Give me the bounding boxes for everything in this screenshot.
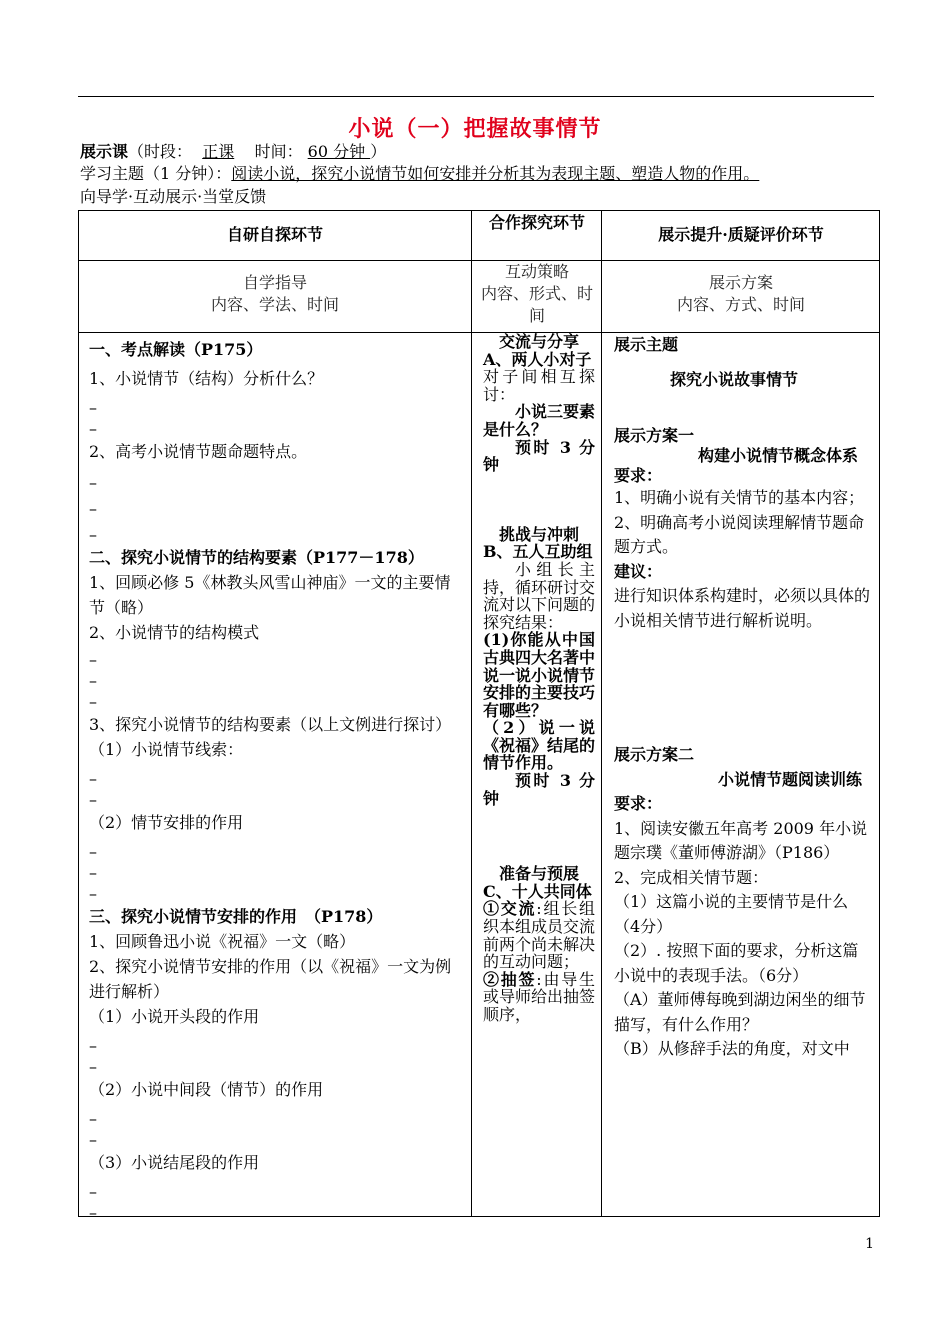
time-prefix: 时间： xyxy=(254,142,303,161)
subheader-cooperation-line-3: 间 xyxy=(528,306,545,325)
col-divider-2 xyxy=(601,211,602,1216)
answer-line: – xyxy=(89,525,97,544)
header-cooperation: 合作探究环节 xyxy=(488,213,585,232)
answer-line: – xyxy=(89,1109,97,1128)
answer-line: – xyxy=(89,1203,97,1222)
subheader-presentation xyxy=(601,272,881,316)
page-title: 小说（一）把握故事情节 xyxy=(348,116,602,142)
strategy-b-title: 挑战与冲刺 xyxy=(498,524,579,544)
lesson-table xyxy=(78,210,880,1222)
answer-line: – xyxy=(89,398,97,417)
strategy-c-group: C、十人共同体 xyxy=(483,881,592,901)
strategy-c-item-1-label: ①交流 xyxy=(483,899,537,919)
subheader-presentation-line-1: 展示方案 xyxy=(708,273,773,292)
period-value: 正课 xyxy=(202,142,235,161)
theme-label: 展示主题 xyxy=(614,335,679,354)
section-3-p2-1: （1）小说开头段的作用 xyxy=(89,1007,260,1026)
time-value: 60 分钟 xyxy=(307,142,371,161)
answer-line: – xyxy=(89,1182,97,1201)
strategy-a-question: 小说三要素是什么？ xyxy=(483,402,596,439)
presentation-content xyxy=(614,333,872,1062)
plan-2-req-6: （B）从修辞手法的角度，对文中 xyxy=(614,1039,850,1058)
flow-line: 向导学·互动展示·当堂反馈 xyxy=(80,187,267,206)
strategy-c-item-1 xyxy=(483,900,595,970)
theme-text: 阅读小说，探究小说情节如何安排并分析其为表现主题、塑造人物的作用。 xyxy=(231,164,760,183)
plan-1-req-1: 1、明确小说有关情节的基本内容； xyxy=(614,488,865,507)
strategy-b-question-2: （2）说一说《祝福》结尾的情节作用。 xyxy=(483,718,596,773)
strategy-c-title: 准备与预展 xyxy=(498,864,579,884)
strategy-b-time: 预时 3 分钟 xyxy=(483,771,595,808)
plan-2-label: 展示方案二 xyxy=(614,745,695,764)
strategy-a-title: 交流与分享 xyxy=(498,332,579,351)
cooperation-content xyxy=(483,333,595,1024)
strategy-a-time: 预时 3 分钟 xyxy=(483,437,595,475)
theme-value: 探究小说故事情节 xyxy=(670,369,799,389)
answer-line: – xyxy=(89,769,97,788)
strategy-c-item-1-text: :组长组织本组成员交流前两个尚未解决的互动问题； xyxy=(483,899,596,972)
section-3-p2-2: （2）小说中间段（情节）的作用 xyxy=(89,1080,324,1099)
section-3-title: 三、探究小说情节安排的作用 （P178） xyxy=(89,907,383,926)
subheader-self-study-line-2: 内容、学法、时间 xyxy=(210,295,339,314)
subheader-self-study-line-1: 自学指导 xyxy=(242,273,307,292)
section-2-p1: 1、回顾必修 5《林教头风雪山神庙》一文的主要情节（略） xyxy=(89,573,451,617)
advice-text: 进行知识体系构建时，必须以具体的小说相关情节进行解析说明。 xyxy=(614,586,871,630)
strategy-c-item-2-text: :由导生或导师给出抽签顺序， xyxy=(483,969,596,1024)
section-3-p2-3: （3）小说结尾段的作用 xyxy=(89,1153,260,1172)
answer-line: – xyxy=(89,499,97,518)
plan-2-value: 小说情节题阅读训练 xyxy=(718,769,863,789)
answer-line: – xyxy=(89,1036,97,1055)
subheader-presentation-line-2: 内容、方式、时间 xyxy=(676,295,805,314)
answer-line: – xyxy=(89,671,97,690)
subheader-cooperation-line-1: 互动策略 xyxy=(504,262,569,281)
strategy-a-desc: 对子间相互探讨： xyxy=(483,367,595,404)
answer-line: – xyxy=(89,790,97,809)
plan-2-req-label: 要求： xyxy=(614,794,663,813)
strategy-a-group: A、两人小对子 xyxy=(483,349,592,369)
section-3-p2: 2、探究小说情节安排的作用（以《祝福》一文为例进行解析） xyxy=(89,957,452,1001)
answer-line: – xyxy=(89,1057,97,1076)
subheader-cooperation-line-2: 内容、形式、时 xyxy=(480,284,593,303)
answer-line: – xyxy=(89,419,97,438)
advice-label: 建议： xyxy=(614,561,663,581)
plan-2-req-4: （2）. 按照下面的要求，分析这篇小说中的表现手法。（6分） xyxy=(614,941,859,985)
plan-2-req-5: （A）董师傅每晚到湖边闲坐的细节描写，有什么作用？ xyxy=(614,990,866,1034)
period-prefix: （时段： xyxy=(128,142,193,161)
answer-line: – xyxy=(89,473,97,492)
theme-line xyxy=(80,164,759,184)
header-self-study: 自研自探环节 xyxy=(226,225,323,244)
section-2-title: 二、探究小说情节的结构要素（P177－178） xyxy=(89,548,424,567)
section-1-q1: 1、小说情节（结构）分析什么？ xyxy=(89,369,324,388)
section-2-p3: 3、探究小说情节的结构要素（以上文例进行探讨） xyxy=(89,715,452,734)
section-3-p1: 1、回顾鲁迅小说《祝福》一文（略） xyxy=(89,932,356,951)
answer-line: – xyxy=(89,863,97,882)
strategy-b-group: B、五人互助组 xyxy=(483,542,593,562)
answer-line: – xyxy=(89,884,97,903)
section-1-title: 一、考点解读（P175） xyxy=(89,340,263,359)
answer-line: – xyxy=(89,692,97,711)
section-2-p3-1: （1）小说情节线索： xyxy=(89,740,244,759)
plan-2-req-3: （1）这篇小说的主要情节是什么（4分） xyxy=(614,892,849,936)
answer-line: – xyxy=(89,650,97,669)
page-number: 1 xyxy=(865,1236,874,1252)
answer-line: – xyxy=(89,842,97,861)
strategy-c-item-2-label: ②抽签 xyxy=(483,969,537,989)
plan-1-req-2: 2、明确高考小说阅读理解情节题命题方式。 xyxy=(614,512,865,556)
plan-2-req-1: 1、阅读安徽五年高考 2009 年小说题宗璞《董师傅游湖》（P186） xyxy=(614,818,868,862)
plan-1-label: 展示方案一 xyxy=(614,426,695,445)
self-study-content xyxy=(89,337,465,1223)
strategy-b-question-1: (1)你能从中国古典四大名著中说一说小说情节安排的主要技巧有哪些？ xyxy=(483,630,596,720)
col-divider-1 xyxy=(471,211,472,1216)
answer-line: – xyxy=(89,1130,97,1149)
section-2-p2: 2、小说情节的结构模式 xyxy=(89,623,260,642)
subheader-self-study xyxy=(79,272,471,316)
theme-prefix: 学习主题（1 分钟）： xyxy=(80,164,232,183)
section-1-q2: 2、高考小说情节题命题特点。 xyxy=(89,442,308,461)
strategy-b-desc: 小组长主持，循环研讨交流对以下问题的探究结果： xyxy=(483,559,596,632)
time-suffix: ） xyxy=(370,142,387,161)
subheader-cooperation xyxy=(475,261,599,327)
lesson-meta-line xyxy=(80,142,386,162)
lesson-label: 展示课 xyxy=(80,142,129,161)
strategy-c-item-2 xyxy=(483,971,595,1024)
header-presentation: 展示提升·质疑评价环节 xyxy=(658,225,824,244)
plan-1-req-label: 要求： xyxy=(614,466,663,485)
plan-2-req-2: 2、完成相关情节题： xyxy=(614,867,769,887)
section-2-p3-2: （2）情节安排的作用 xyxy=(89,813,244,832)
top-rule xyxy=(78,96,874,97)
plan-1-value: 构建小说情节概念体系 xyxy=(698,446,859,465)
